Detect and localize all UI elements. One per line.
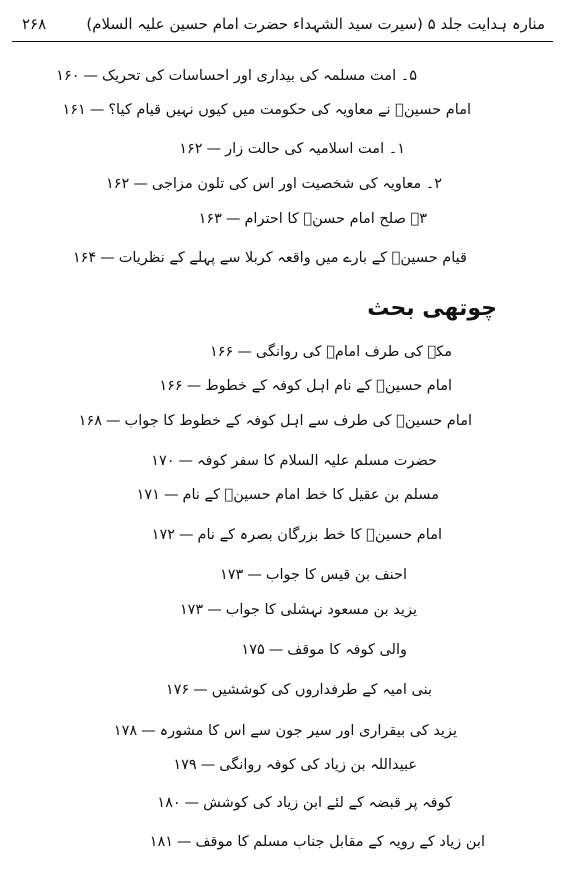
page-number: ۲۶۸ [22, 15, 47, 33]
toc-entry [106, 174, 442, 194]
toc-entry-page-number: ۱۷۰ [151, 453, 175, 469]
leader-dash: — [100, 250, 115, 266]
leader-dash: — [141, 723, 156, 739]
leader-dash: — [106, 413, 121, 429]
toc-entry [220, 565, 407, 585]
toc-entry-title: یزید کی بیقراری اور سیر جون سے اس کا مشورہ [159, 723, 457, 739]
toc-entry-page-number: ۱۶۶ [209, 344, 234, 360]
leader-dash: — [193, 682, 208, 698]
leader-dash: — [206, 141, 222, 157]
toc-entry-title: مسلم بن عقیل کا خط امام حسینؑ کے نام [182, 487, 439, 503]
toc-entry-page-number: ۱۷۶ [165, 682, 190, 698]
toc-entry-title: عبیداللہ بن زیاد کی کوفہ روانگی [219, 757, 417, 773]
leader-dash: — [247, 567, 262, 583]
toc-entry-title: ابن زیاد کے رویہ کے مقابل جناب مسلم کا موقف [195, 834, 485, 850]
toc-entry-page-number: ۱۶۸ [78, 413, 103, 429]
leader-dash: — [225, 211, 241, 227]
toc-entry [56, 66, 417, 86]
toc-entry-page-number: ۱۷۳ [219, 567, 244, 583]
toc-entry-page-number: ۱۸۰ [157, 795, 181, 811]
toc-entry [62, 100, 471, 120]
toc-entry-page-number: ۱۶۲ [179, 141, 203, 157]
toc-entry [199, 209, 427, 229]
toc-entry-title: مکہ کی طرف امامؑ کی روانگی [255, 344, 452, 360]
toc-entry [150, 832, 485, 852]
toc-entry-title: امام حسینؑ کا خط بزرگان بصرہ کے نام [197, 527, 442, 543]
toc-entry-title: امام حسینؑ نے معاویہ کی حکومت میں کیوں نہیں قیام کیا؟ [108, 102, 471, 118]
leader-dash: — [186, 378, 202, 394]
section-heading: چوتھی بحث [367, 296, 497, 321]
leader-dash: — [200, 757, 216, 773]
leader-dash: — [184, 795, 200, 811]
toc-entry-page-number: ۱۶۰ [56, 68, 80, 84]
toc-entry [166, 680, 432, 700]
toc-entry-page-number: ۱۶۶ [159, 378, 183, 394]
leader-dash: — [179, 527, 194, 543]
toc-entry-page-number: ۱۷۸ [113, 723, 138, 739]
toc-entry [210, 342, 452, 362]
toc-entry [73, 248, 467, 268]
toc-entry-title: والی کوفہ کا موقف [287, 642, 407, 658]
toc-entry [157, 793, 452, 813]
toc-entry-title: امام حسینؑ کے نام اہل کوفہ کے خطوط [205, 378, 452, 394]
toc-entry-page-number: ۱۷۱ [136, 487, 160, 503]
leader-dash: — [177, 834, 192, 850]
toc-entry-page-number: ۱۷۹ [173, 757, 197, 773]
toc-entry-page-number: ۱۷۳ [179, 602, 204, 618]
toc-entry-page-number: ۱۸۱ [149, 834, 174, 850]
leader-dash: — [178, 453, 194, 469]
toc-entry-title: ۵۔ امت مسلمہ کی بیداری اور احساسات کی تحریک [102, 68, 417, 84]
toc-entry-title: احنف بن قیس کا جواب [265, 567, 407, 583]
toc-entry-title: قیام حسینؑ کے بارے میں واقعہ کربلا سے پہلے کے نظریات [118, 250, 467, 266]
leader-dash: — [268, 642, 284, 658]
toc-entry-title: بنی امیہ کے طرفداروں کی کوششیں [211, 682, 432, 698]
toc-entry-page-number: ۱۶۲ [105, 176, 130, 192]
toc-entry [179, 139, 405, 159]
toc-entry-title: ۲۔ معاویہ کی شخصیت اور اس کی تلون مزاجی [151, 176, 442, 192]
toc-entry-page-number: ۱۷۵ [241, 642, 265, 658]
toc-entry [114, 721, 457, 741]
toc-entry [152, 525, 442, 545]
toc-entry-title: ۱۔ امت اسلامیہ کی حالت زار [225, 141, 405, 157]
toc-entry-title: ۳۔ صلح امام حسنؑ کا احترام [244, 211, 427, 227]
toc-entry-title: کوفہ پر قبضہ کے لئے ابن زیاد کی کوشش [203, 795, 452, 811]
toc-entry-title: یزید بن مسعود نہشلی کا جواب [225, 602, 417, 618]
leader-dash: — [83, 68, 99, 84]
toc-entry [180, 600, 417, 620]
toc-entry-title: امام حسینؑ کی طرف سے اہل کوفہ کے خطوط کا جواب [124, 413, 472, 429]
leader-dash: — [163, 487, 179, 503]
toc-entry [173, 755, 417, 775]
toc-entry-page-number: ۱۶۴ [72, 250, 97, 266]
leader-dash: — [237, 344, 252, 360]
toc-entry [151, 451, 437, 471]
toc-entry-page-number: ۱۶۳ [198, 211, 222, 227]
toc-entry-page-number: ۱۶۱ [62, 102, 86, 118]
toc-entry [137, 485, 439, 505]
toc-entry-title: حضرت مسلم علیہ السلام کا سفر کوفہ [197, 453, 437, 469]
leader-dash: — [207, 602, 222, 618]
header-title: منارہ ہدایت جلد ۵ (سیرت سید الشہداء حضرت امام حسین علیہ السلام) [86, 15, 545, 33]
toc-entry [241, 640, 407, 660]
toc-entry [159, 376, 452, 396]
toc-entry-page-number: ۱۷۲ [151, 527, 176, 543]
leader-dash: — [133, 176, 148, 192]
leader-dash: — [89, 102, 105, 118]
toc-entry [79, 411, 472, 431]
